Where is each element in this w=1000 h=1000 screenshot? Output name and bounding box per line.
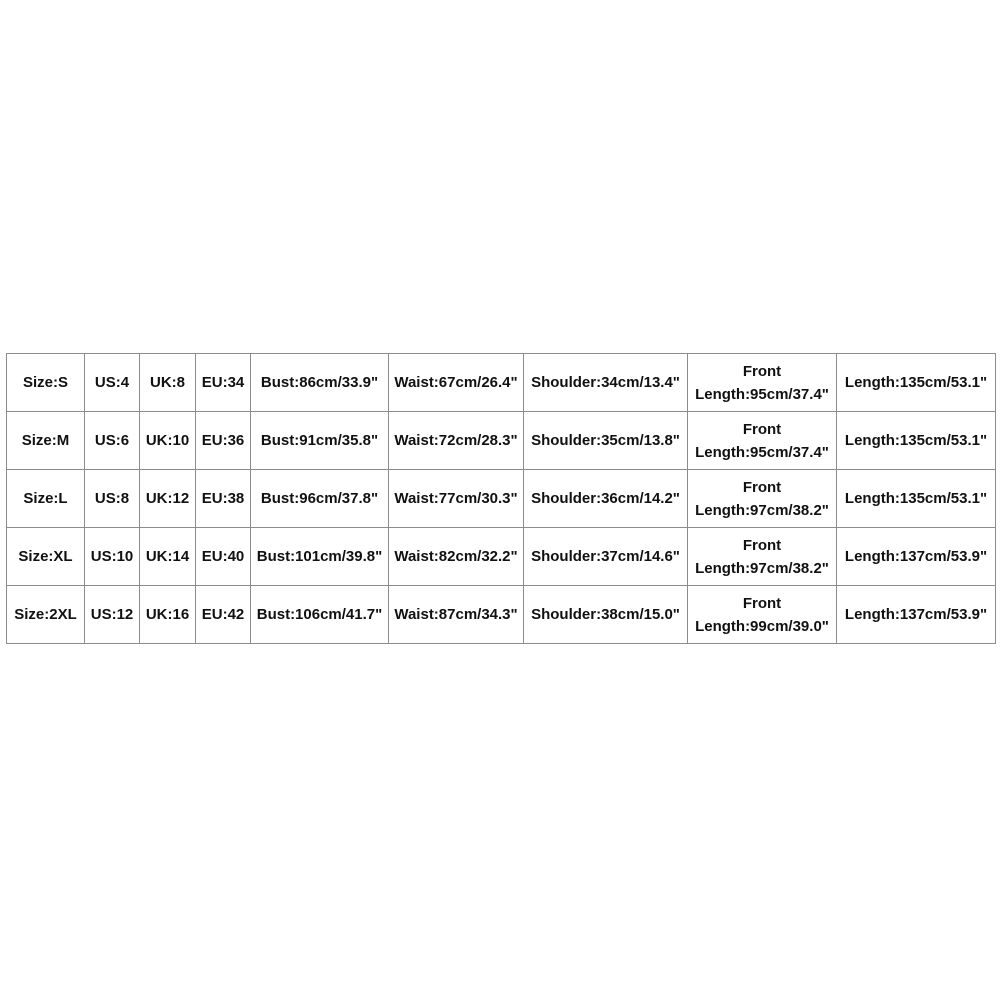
table-row (7, 354, 996, 412)
front-label: Front (742, 536, 782, 554)
waist-cell: Waist:87cm/34.3" (389, 586, 524, 644)
size-cell: Size:2XL (7, 586, 85, 644)
front-length-cell (688, 528, 837, 586)
waist-cell: Waist:72cm/28.3" (389, 412, 524, 470)
shoulder-cell: Shoulder:36cm/14.2" (524, 470, 688, 528)
length-cell: Length:135cm/53.1" (837, 354, 996, 412)
uk-size-cell: UK:12 (140, 470, 196, 528)
table-row (7, 470, 996, 528)
front-length-value: Length:95cm/37.4" (695, 385, 829, 403)
waist-cell: Waist:82cm/32.2" (389, 528, 524, 586)
front-label: Front (742, 478, 782, 496)
front-length-cell (688, 412, 837, 470)
waist-cell: Waist:77cm/30.3" (389, 470, 524, 528)
front-length-cell (688, 354, 837, 412)
length-cell: Length:137cm/53.9" (837, 586, 996, 644)
length-cell: Length:135cm/53.1" (837, 412, 996, 470)
us-size-cell: US:6 (85, 412, 140, 470)
waist-cell: Waist:67cm/26.4" (389, 354, 524, 412)
size-cell: Size:XL (7, 528, 85, 586)
eu-size-cell: EU:34 (196, 354, 251, 412)
front-length-cell (688, 586, 837, 644)
us-size-cell: US:10 (85, 528, 140, 586)
length-cell: Length:137cm/53.9" (837, 528, 996, 586)
bust-cell: Bust:106cm/41.7" (251, 586, 389, 644)
front-length-value: Length:95cm/37.4" (695, 443, 829, 461)
shoulder-cell: Shoulder:38cm/15.0" (524, 586, 688, 644)
uk-size-cell: UK:16 (140, 586, 196, 644)
size-chart-table (6, 353, 996, 644)
table-row (7, 412, 996, 470)
shoulder-cell: Shoulder:34cm/13.4" (524, 354, 688, 412)
front-label: Front (742, 594, 782, 612)
uk-size-cell: UK:10 (140, 412, 196, 470)
size-cell: Size:L (7, 470, 85, 528)
eu-size-cell: EU:42 (196, 586, 251, 644)
front-length-value: Length:99cm/39.0" (695, 617, 829, 635)
size-cell: Size:M (7, 412, 85, 470)
uk-size-cell: UK:8 (140, 354, 196, 412)
eu-size-cell: EU:38 (196, 470, 251, 528)
front-label: Front (742, 420, 782, 438)
front-length-cell (688, 470, 837, 528)
shoulder-cell: Shoulder:37cm/14.6" (524, 528, 688, 586)
eu-size-cell: EU:40 (196, 528, 251, 586)
front-length-value: Length:97cm/38.2" (695, 501, 829, 519)
bust-cell: Bust:86cm/33.9" (251, 354, 389, 412)
front-length-value: Length:97cm/38.2" (695, 559, 829, 577)
bust-cell: Bust:101cm/39.8" (251, 528, 389, 586)
length-cell: Length:135cm/53.1" (837, 470, 996, 528)
uk-size-cell: UK:14 (140, 528, 196, 586)
eu-size-cell: EU:36 (196, 412, 251, 470)
table-row (7, 528, 996, 586)
us-size-cell: US:4 (85, 354, 140, 412)
size-cell: Size:S (7, 354, 85, 412)
front-label: Front (742, 362, 782, 380)
table-row (7, 586, 996, 644)
bust-cell: Bust:91cm/35.8" (251, 412, 389, 470)
us-size-cell: US:8 (85, 470, 140, 528)
shoulder-cell: Shoulder:35cm/13.8" (524, 412, 688, 470)
us-size-cell: US:12 (85, 586, 140, 644)
bust-cell: Bust:96cm/37.8" (251, 470, 389, 528)
